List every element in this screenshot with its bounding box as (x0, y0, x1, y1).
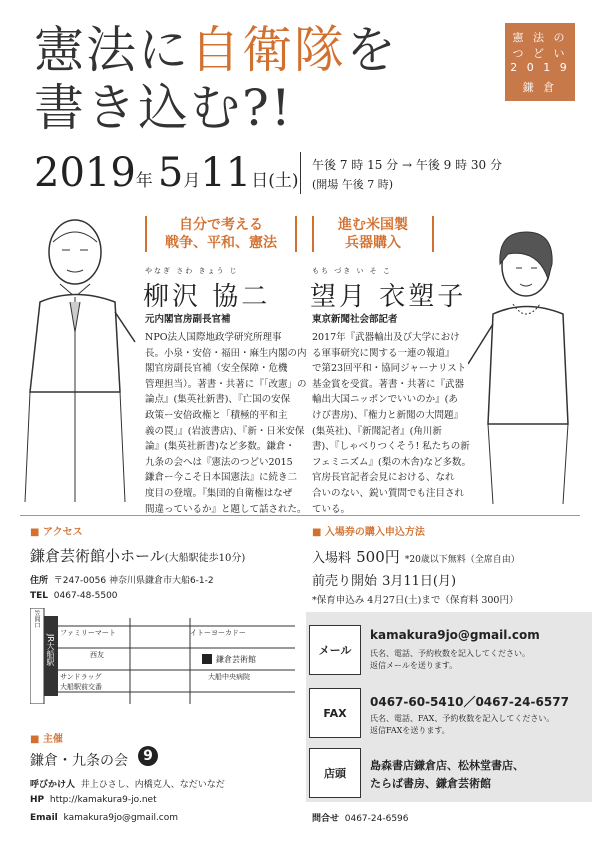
venue (30, 545, 245, 566)
tickets-heading: ■ 入場券の購入申込方法 (312, 527, 425, 538)
date-month: 5 (157, 150, 184, 196)
inquiry-row (312, 811, 409, 824)
tel-label: TEL (30, 591, 49, 601)
venue-name: 鎌倉芸術館小ホール (30, 547, 165, 565)
callers: 井上ひさし、内橋克人、なだいなだ (80, 780, 225, 790)
map-station: JR大船駅 (46, 634, 55, 666)
speaker2-name: 望月 衣塑子 (310, 282, 467, 312)
method-mail-label: メール (309, 625, 361, 675)
method-fax-label: FAX (309, 688, 361, 738)
speaker1-role: 元内閣官房副長官補 (145, 314, 231, 325)
speaker1-topic (145, 216, 297, 252)
presale-date: 3月11日(月) (382, 574, 457, 589)
map-sundrug: サンドラッグ (60, 673, 102, 681)
address-row (30, 573, 214, 586)
address-label: 住所 (30, 576, 49, 586)
map-hospital: 大船中央病院 (208, 673, 250, 681)
inquiry-tel: 0467-24-6596 (344, 814, 409, 824)
address: 〒247-0056 神奈川県鎌倉市大船6-1-2 (53, 576, 214, 586)
speaker2-reading: もち づき い そ こ (312, 267, 392, 275)
hp-link[interactable]: http://kamakura9-jo.net (49, 795, 157, 805)
venue-note: (大船駅徒歩10分) (164, 553, 246, 564)
title-line2: 書き込む?! (34, 79, 293, 137)
presale-label: 前売り開始 (312, 574, 378, 589)
fee-note: *20歳以下無料（全席自由） (404, 555, 520, 565)
map-familymart: ファミリーマート (60, 629, 116, 637)
date-month-unit: 月 (183, 171, 201, 191)
method-fax-contact: 0467-60-5410／0467-24-6577 (370, 695, 569, 709)
speaker2-topic (312, 216, 434, 252)
tel-row (30, 591, 118, 601)
callers-label: 呼びかけ人 (30, 780, 76, 790)
access-map (30, 608, 298, 704)
map-seiyu: 西友 (90, 651, 104, 659)
method-mail-note1: 氏名、電話、予約枚数を記入してください。 (370, 649, 530, 658)
email-row (30, 813, 178, 823)
badge-line4: 鎌 倉 (522, 81, 558, 94)
badge-line3: 2 0 1 9 (510, 61, 570, 74)
map-koban: 大船駅前交番 (60, 683, 102, 691)
speaker1-bio: NPO法人国際地政学研究所理事 長。小泉・安倍・福田・麻生内閣の内 閣官房副長官補（安全保障・危機 管理担当）。著書・共著に『「改憲」の 論点』(集英社新書)、『亡国の安保 政策ー安倍政権と「積極的平和主 義の罠」』(岩波書店)、『新・日米安保 論』(集英社新書)など多数。鎌倉・ 九条の会へは『憲法のつどい2015 鎌倉ー今こそ日本国憲法』に続き二 度目の登壇。『集団的自衛権はなぜ 間違っているか』と題して話された。 (145, 332, 307, 515)
fee: 500円 (356, 548, 400, 566)
event-time: 午後 7 時 15 分 → 午後 9 時 30 分 (312, 158, 503, 172)
inquiry-label: 問合せ (312, 814, 340, 824)
speaker1-topic-line1: 自分で考える (179, 217, 263, 233)
fee-label: 入場料 (312, 551, 352, 566)
access-heading: ■ アクセス (30, 527, 83, 538)
method-mail-contact[interactable]: kamakura9jo@gmail.com (370, 628, 540, 642)
email-link[interactable]: kamakura9jo@gmail.com (63, 813, 179, 823)
childcare-note: *保育申込み 4月27日(土)まで（保育料 300円） (312, 595, 519, 606)
hp-label: HP (30, 795, 45, 805)
method-fax-note1: 氏名、電話、FAX、予約枚数を記入してください。 (370, 714, 555, 723)
speaker1-reading: やなぎ さわ きょう じ (145, 267, 239, 275)
title-accent: 自衛隊 (190, 21, 346, 79)
speaker2-role: 東京新聞社会部記者 (312, 314, 398, 325)
speaker2-topic-line2: 兵器購入 (345, 235, 401, 251)
method-fax-note2: 返信FAXを送ります。 (370, 726, 450, 735)
speaker1-topic-line2: 戦争、平和、憲法 (165, 235, 277, 251)
speaker1-name: 柳沢 協二 (143, 282, 271, 312)
badge-line2: つ ど い (512, 47, 568, 60)
date-year-unit: 年 (135, 171, 153, 191)
event-date (34, 150, 299, 196)
method-store-label: 店頭 (309, 748, 361, 798)
speaker1-illustration (20, 212, 140, 507)
method-mail-note2: 返信メールを送ります。 (370, 661, 458, 670)
hp-row (30, 795, 157, 805)
section-divider (20, 515, 580, 516)
map-itoyokado: イトーヨーカドー (190, 629, 246, 637)
speaker2-bio: 2017年『武器輸出及び大学におけ る軍事研究に関する一連の報道』 で第23回平和・協同ジャーナリスト 基金賞を受賞。著書・共著に『武器 輸出大国ニッポンでいいのか』(あ けび書房)、『権力と新聞の大問題』 (集英社)、『新聞記者』(角川新 書)、『しゃべりつくそう! 私たちの新 フェミニズム』(梨の木舎)など多数。 官房長官記者会見における、なれ 合いのない、鋭い質問でも注目され ている。 (312, 332, 471, 515)
tel: 0467-48-5500 (53, 591, 118, 601)
date-year: 2019 (34, 150, 136, 196)
method-store-line1: 島森書店鎌倉店、松林堂書店、 (370, 759, 524, 772)
map-venue: 鎌倉芸術館 (216, 655, 256, 664)
badge-line1: 憲 法 の (512, 31, 568, 44)
organizer-name: 鎌倉・九条の会 (30, 753, 128, 769)
callers-row (30, 777, 225, 790)
map-exits: 笠間口 (33, 610, 40, 628)
date-day-unit: 日 (251, 171, 269, 191)
title-line1 (34, 22, 398, 78)
fee-row (312, 546, 520, 567)
date-divider (300, 152, 301, 194)
event-badge (505, 23, 575, 101)
event-open-time: (開場 午後 7 時) (312, 178, 394, 191)
presale-row (312, 570, 456, 589)
date-day: 11 (200, 150, 252, 196)
organizer-logo: 9 (138, 746, 158, 766)
title-post: を (346, 21, 398, 79)
email-label: Email (30, 813, 58, 823)
method-store-line2: たらば書房、鎌倉芸術館 (370, 777, 491, 790)
speaker2-illustration (468, 224, 588, 509)
speaker2-topic-line1: 進む米国製 (338, 217, 408, 233)
title-pre: 憲法に (34, 21, 190, 79)
organizer-heading: ■ 主催 (30, 734, 63, 745)
date-weekday: (土) (268, 171, 299, 191)
